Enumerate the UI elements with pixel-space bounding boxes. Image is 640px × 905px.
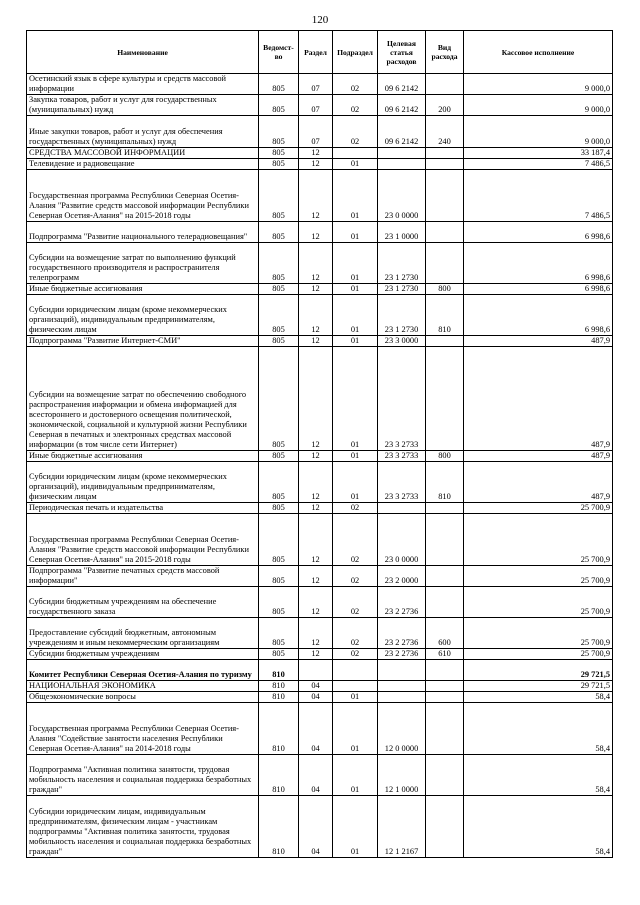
cell-cash-execution: 9 000,0 bbox=[464, 74, 613, 95]
table-row bbox=[27, 587, 613, 618]
cell-expense-type bbox=[426, 796, 464, 858]
cell-name: Иные бюджетные ассигнования bbox=[27, 284, 259, 295]
cell-expense-type: 810 bbox=[426, 462, 464, 503]
cell-name: Подпрограмма "Развитие печатных средств массовой информации" bbox=[27, 566, 259, 587]
table-row bbox=[27, 116, 613, 148]
cell-name: Комитет Республики Северная Осетия-Алания по туризму bbox=[27, 660, 259, 681]
cell-expense-type bbox=[426, 222, 464, 243]
cell-department: 805 bbox=[259, 514, 299, 566]
cell-cash-execution: 58,4 bbox=[464, 796, 613, 858]
cell-expense-type: 200 bbox=[426, 95, 464, 116]
cell-section: 12 bbox=[299, 514, 333, 566]
cell-section: 12 bbox=[299, 284, 333, 295]
table-row bbox=[27, 618, 613, 649]
cell-name: Иные бюджетные ассигнования bbox=[27, 451, 259, 462]
cell-subsection: 01 bbox=[333, 347, 378, 451]
cell-cash-execution: 7 486,5 bbox=[464, 159, 613, 170]
cell-section: 04 bbox=[299, 703, 333, 755]
cell-cash-execution: 9 000,0 bbox=[464, 95, 613, 116]
cell-cash-execution: 6 998,6 bbox=[464, 284, 613, 295]
cell-name: Иные закупки товаров, работ и услуг для обеспечения государственных (муниципальных) нужд bbox=[27, 116, 259, 148]
cell-subsection: 01 bbox=[333, 755, 378, 796]
column-header-name: Наименование bbox=[27, 31, 259, 74]
cell-cash-execution: 7 486,5 bbox=[464, 170, 613, 222]
cell-name: НАЦИОНАЛЬНАЯ ЭКОНОМИКА bbox=[27, 681, 259, 692]
cell-target-article: 23 1 2730 bbox=[378, 284, 426, 295]
cell-subsection: 01 bbox=[333, 159, 378, 170]
cell-department: 805 bbox=[259, 462, 299, 503]
cell-expense-type bbox=[426, 243, 464, 284]
cell-section: 04 bbox=[299, 755, 333, 796]
table-body bbox=[27, 74, 613, 858]
cell-subsection: 02 bbox=[333, 649, 378, 660]
cell-section: 07 bbox=[299, 116, 333, 148]
cell-section bbox=[299, 660, 333, 681]
cell-section: 04 bbox=[299, 681, 333, 692]
cell-name: Подпрограмма "Развитие Интернет-СМИ" bbox=[27, 336, 259, 347]
cell-section: 04 bbox=[299, 796, 333, 858]
table-row bbox=[27, 681, 613, 692]
cell-expense-type bbox=[426, 336, 464, 347]
cell-subsection: 02 bbox=[333, 95, 378, 116]
cell-expense-type bbox=[426, 347, 464, 451]
cell-department: 805 bbox=[259, 347, 299, 451]
cell-section: 12 bbox=[299, 295, 333, 336]
cell-cash-execution: 25 700,9 bbox=[464, 514, 613, 566]
cell-subsection: 01 bbox=[333, 170, 378, 222]
cell-section: 12 bbox=[299, 503, 333, 514]
cell-section: 12 bbox=[299, 347, 333, 451]
cell-department: 810 bbox=[259, 703, 299, 755]
cell-cash-execution: 33 187,4 bbox=[464, 148, 613, 159]
table-header-row bbox=[27, 31, 613, 74]
cell-department: 805 bbox=[259, 159, 299, 170]
cell-department: 810 bbox=[259, 755, 299, 796]
cell-subsection: 01 bbox=[333, 692, 378, 703]
table-row bbox=[27, 451, 613, 462]
cell-cash-execution: 25 700,9 bbox=[464, 587, 613, 618]
cell-expense-type bbox=[426, 703, 464, 755]
cell-section: 12 bbox=[299, 243, 333, 284]
cell-department: 805 bbox=[259, 222, 299, 243]
table-row bbox=[27, 295, 613, 336]
cell-target-article: 23 2 2736 bbox=[378, 649, 426, 660]
cell-department: 805 bbox=[259, 649, 299, 660]
cell-target-article: 23 0 0000 bbox=[378, 514, 426, 566]
cell-cash-execution: 58,4 bbox=[464, 755, 613, 796]
table-row bbox=[27, 95, 613, 116]
cell-section: 12 bbox=[299, 649, 333, 660]
cell-name: Общеэкономические вопросы bbox=[27, 692, 259, 703]
cell-target-article: 23 2 2736 bbox=[378, 587, 426, 618]
cell-name: Подпрограмма "Активная политика занятости, трудовая мобильность населения и социальная поддержка безработных граждан" bbox=[27, 755, 259, 796]
cell-target-article: 23 1 2730 bbox=[378, 295, 426, 336]
cell-subsection: 02 bbox=[333, 74, 378, 95]
table-row bbox=[27, 74, 613, 95]
table-row bbox=[27, 284, 613, 295]
cell-cash-execution: 25 700,9 bbox=[464, 649, 613, 660]
cell-target-article: 23 3 2733 bbox=[378, 462, 426, 503]
cell-subsection: 02 bbox=[333, 514, 378, 566]
table-row bbox=[27, 503, 613, 514]
table-row bbox=[27, 796, 613, 858]
cell-department: 810 bbox=[259, 660, 299, 681]
cell-target-article bbox=[378, 159, 426, 170]
cell-target-article bbox=[378, 692, 426, 703]
table-row bbox=[27, 347, 613, 451]
cell-cash-execution: 487,9 bbox=[464, 336, 613, 347]
cell-name: Периодическая печать и издательства bbox=[27, 503, 259, 514]
cell-expense-type: 800 bbox=[426, 451, 464, 462]
cell-target-article: 09 6 2142 bbox=[378, 116, 426, 148]
cell-department: 805 bbox=[259, 618, 299, 649]
cell-department: 805 bbox=[259, 336, 299, 347]
cell-name: Подпрограмма "Развитие национального телерадиовещания" bbox=[27, 222, 259, 243]
cell-subsection: 01 bbox=[333, 336, 378, 347]
cell-department: 805 bbox=[259, 451, 299, 462]
cell-department: 805 bbox=[259, 116, 299, 148]
cell-cash-execution: 6 998,6 bbox=[464, 243, 613, 284]
cell-cash-execution: 58,4 bbox=[464, 703, 613, 755]
cell-expense-type bbox=[426, 681, 464, 692]
cell-name: Субсидии юридическим лицам, индивидуальным предпринимателям, физическим лицам - участникам подпрограммы "Активная политика занятости, трудовая мобильность населения и социальная поддержка безработных граждан" bbox=[27, 796, 259, 858]
cell-target-article: 12 0 0000 bbox=[378, 703, 426, 755]
cell-subsection: 02 bbox=[333, 503, 378, 514]
column-header-cash-execution: Кассовое исполнение bbox=[464, 31, 613, 74]
table-row bbox=[27, 222, 613, 243]
cell-target-article: 12 1 2167 bbox=[378, 796, 426, 858]
cell-target-article: 23 3 2733 bbox=[378, 347, 426, 451]
cell-cash-execution: 6 998,6 bbox=[464, 222, 613, 243]
page-number: 120 bbox=[311, 14, 329, 26]
table-row bbox=[27, 159, 613, 170]
cell-cash-execution: 29 721,5 bbox=[464, 660, 613, 681]
cell-expense-type: 240 bbox=[426, 116, 464, 148]
cell-name: Государственная программа Республики Северная Осетия-Алания "Развитие средств массовой информации Республики Северная Осетия-Алания" на 2015-2018 годы bbox=[27, 514, 259, 566]
cell-department: 805 bbox=[259, 587, 299, 618]
cell-section: 12 bbox=[299, 222, 333, 243]
cell-subsection: 01 bbox=[333, 295, 378, 336]
cell-subsection: 02 bbox=[333, 618, 378, 649]
cell-subsection: 02 bbox=[333, 566, 378, 587]
cell-expense-type bbox=[426, 503, 464, 514]
cell-section: 12 bbox=[299, 451, 333, 462]
cell-target-article: 12 1 0000 bbox=[378, 755, 426, 796]
column-header-subsection: Подраздел bbox=[333, 31, 378, 74]
column-header-expense-type: Вид расхода bbox=[426, 31, 464, 74]
cell-section: 12 bbox=[299, 462, 333, 503]
cell-target-article bbox=[378, 681, 426, 692]
cell-target-article: 09 6 2142 bbox=[378, 95, 426, 116]
column-header-department: Ведомст-во bbox=[259, 31, 299, 74]
cell-section: 12 bbox=[299, 336, 333, 347]
cell-cash-execution: 487,9 bbox=[464, 462, 613, 503]
cell-department: 810 bbox=[259, 681, 299, 692]
cell-section: 07 bbox=[299, 95, 333, 116]
cell-department: 810 bbox=[259, 796, 299, 858]
cell-expense-type bbox=[426, 159, 464, 170]
cell-section: 12 bbox=[299, 566, 333, 587]
cell-department: 805 bbox=[259, 74, 299, 95]
cell-subsection bbox=[333, 660, 378, 681]
cell-name: Субсидии на возмещение затрат по обеспечению свободного распространения информации и обмена информацией для всестороннего и достоверного освещения политической, экономической, социальной и культурной жизни Республики Северная в печатных и электронных средствах массовой информации (в том числе сети Интернет) bbox=[27, 347, 259, 451]
cell-expense-type bbox=[426, 514, 464, 566]
cell-subsection: 02 bbox=[333, 116, 378, 148]
table-row bbox=[27, 148, 613, 159]
cell-subsection: 01 bbox=[333, 222, 378, 243]
cell-cash-execution: 487,9 bbox=[464, 347, 613, 451]
table-row bbox=[27, 170, 613, 222]
cell-name: Субсидии бюджетным учреждениям bbox=[27, 649, 259, 660]
cell-target-article: 23 1 0000 bbox=[378, 222, 426, 243]
cell-subsection: 01 bbox=[333, 703, 378, 755]
cell-department: 805 bbox=[259, 566, 299, 587]
cell-name: Субсидии юридическим лицам (кроме некоммерческих организаций), индивидуальным предпринимателям, физическим лицам bbox=[27, 462, 259, 503]
table-row bbox=[27, 514, 613, 566]
cell-expense-type bbox=[426, 692, 464, 703]
budget-table bbox=[26, 30, 613, 858]
cell-expense-type: 810 bbox=[426, 295, 464, 336]
cell-section: 12 bbox=[299, 618, 333, 649]
cell-name: СРЕДСТВА МАССОВОЙ ИНФОРМАЦИИ bbox=[27, 148, 259, 159]
cell-department: 805 bbox=[259, 243, 299, 284]
cell-name: Государственная программа Республики Северная Осетия-Алания "Содействие занятости населения Республики Северная Осетия-Алания" на 2014-2018 годы bbox=[27, 703, 259, 755]
cell-section: 04 bbox=[299, 692, 333, 703]
table-row bbox=[27, 243, 613, 284]
table-row bbox=[27, 703, 613, 755]
cell-department: 805 bbox=[259, 284, 299, 295]
cell-subsection: 01 bbox=[333, 462, 378, 503]
cell-department: 805 bbox=[259, 170, 299, 222]
cell-target-article: 23 3 2733 bbox=[378, 451, 426, 462]
column-header-section: Раздел bbox=[299, 31, 333, 74]
cell-target-article bbox=[378, 148, 426, 159]
cell-cash-execution: 6 998,6 bbox=[464, 295, 613, 336]
cell-subsection bbox=[333, 681, 378, 692]
cell-expense-type bbox=[426, 74, 464, 95]
table-row bbox=[27, 660, 613, 681]
cell-target-article bbox=[378, 503, 426, 514]
cell-target-article: 23 2 2736 bbox=[378, 618, 426, 649]
cell-cash-execution: 25 700,9 bbox=[464, 618, 613, 649]
cell-expense-type: 800 bbox=[426, 284, 464, 295]
cell-name: Телевидение и радиовещание bbox=[27, 159, 259, 170]
cell-department: 810 bbox=[259, 692, 299, 703]
cell-cash-execution: 487,9 bbox=[464, 451, 613, 462]
cell-section: 07 bbox=[299, 74, 333, 95]
table-row bbox=[27, 649, 613, 660]
cell-name: Закупка товаров, работ и услуг для государственных (муниципальных) нужд bbox=[27, 95, 259, 116]
cell-department: 805 bbox=[259, 503, 299, 514]
cell-section: 12 bbox=[299, 148, 333, 159]
cell-target-article: 23 3 0000 bbox=[378, 336, 426, 347]
cell-name: Субсидии на возмещение затрат по выполнению функций государственного производителя и распространителя телепрограмм bbox=[27, 243, 259, 284]
table-row bbox=[27, 336, 613, 347]
cell-target-article: 23 2 0000 bbox=[378, 566, 426, 587]
cell-subsection bbox=[333, 148, 378, 159]
cell-name: Субсидии бюджетным учреждениям на обеспечение государственного заказа bbox=[27, 587, 259, 618]
cell-cash-execution: 29 721,5 bbox=[464, 681, 613, 692]
cell-expense-type bbox=[426, 148, 464, 159]
cell-cash-execution: 58,4 bbox=[464, 692, 613, 703]
cell-expense-type: 610 bbox=[426, 649, 464, 660]
cell-subsection: 01 bbox=[333, 451, 378, 462]
cell-target-article bbox=[378, 660, 426, 681]
cell-cash-execution: 25 700,9 bbox=[464, 503, 613, 514]
cell-section: 12 bbox=[299, 170, 333, 222]
cell-department: 805 bbox=[259, 95, 299, 116]
cell-expense-type bbox=[426, 170, 464, 222]
cell-subsection: 01 bbox=[333, 796, 378, 858]
cell-department: 805 bbox=[259, 148, 299, 159]
cell-name: Субсидии юридическим лицам (кроме некоммерческих организаций), индивидуальным предпринимателям, физическим лицам bbox=[27, 295, 259, 336]
cell-cash-execution: 9 000,0 bbox=[464, 116, 613, 148]
cell-department: 805 bbox=[259, 295, 299, 336]
cell-name: Государственная программа Республики Северная Осетия-Алания "Развитие средств массовой информации Республики Северная Осетия-Алания" на 2015-2018 годы bbox=[27, 170, 259, 222]
cell-subsection: 01 bbox=[333, 284, 378, 295]
cell-target-article: 09 6 2142 bbox=[378, 74, 426, 95]
cell-subsection: 01 bbox=[333, 243, 378, 284]
cell-cash-execution: 25 700,9 bbox=[464, 566, 613, 587]
table-row bbox=[27, 462, 613, 503]
cell-name: Предоставление субсидий бюджетным, автономным учреждениям и иным некоммерческим организациям bbox=[27, 618, 259, 649]
cell-target-article: 23 1 2730 bbox=[378, 243, 426, 284]
cell-target-article: 23 0 0000 bbox=[378, 170, 426, 222]
column-header-target-article: Целевая статья расходов bbox=[378, 31, 426, 74]
cell-section: 12 bbox=[299, 159, 333, 170]
table-row bbox=[27, 566, 613, 587]
cell-expense-type bbox=[426, 566, 464, 587]
cell-expense-type bbox=[426, 755, 464, 796]
cell-expense-type bbox=[426, 660, 464, 681]
table-row bbox=[27, 755, 613, 796]
table-row bbox=[27, 692, 613, 703]
cell-name: Осетинский язык в сфере культуры и средств массовой информации bbox=[27, 74, 259, 95]
cell-section: 12 bbox=[299, 587, 333, 618]
cell-subsection: 02 bbox=[333, 587, 378, 618]
cell-expense-type: 600 bbox=[426, 618, 464, 649]
cell-expense-type bbox=[426, 587, 464, 618]
